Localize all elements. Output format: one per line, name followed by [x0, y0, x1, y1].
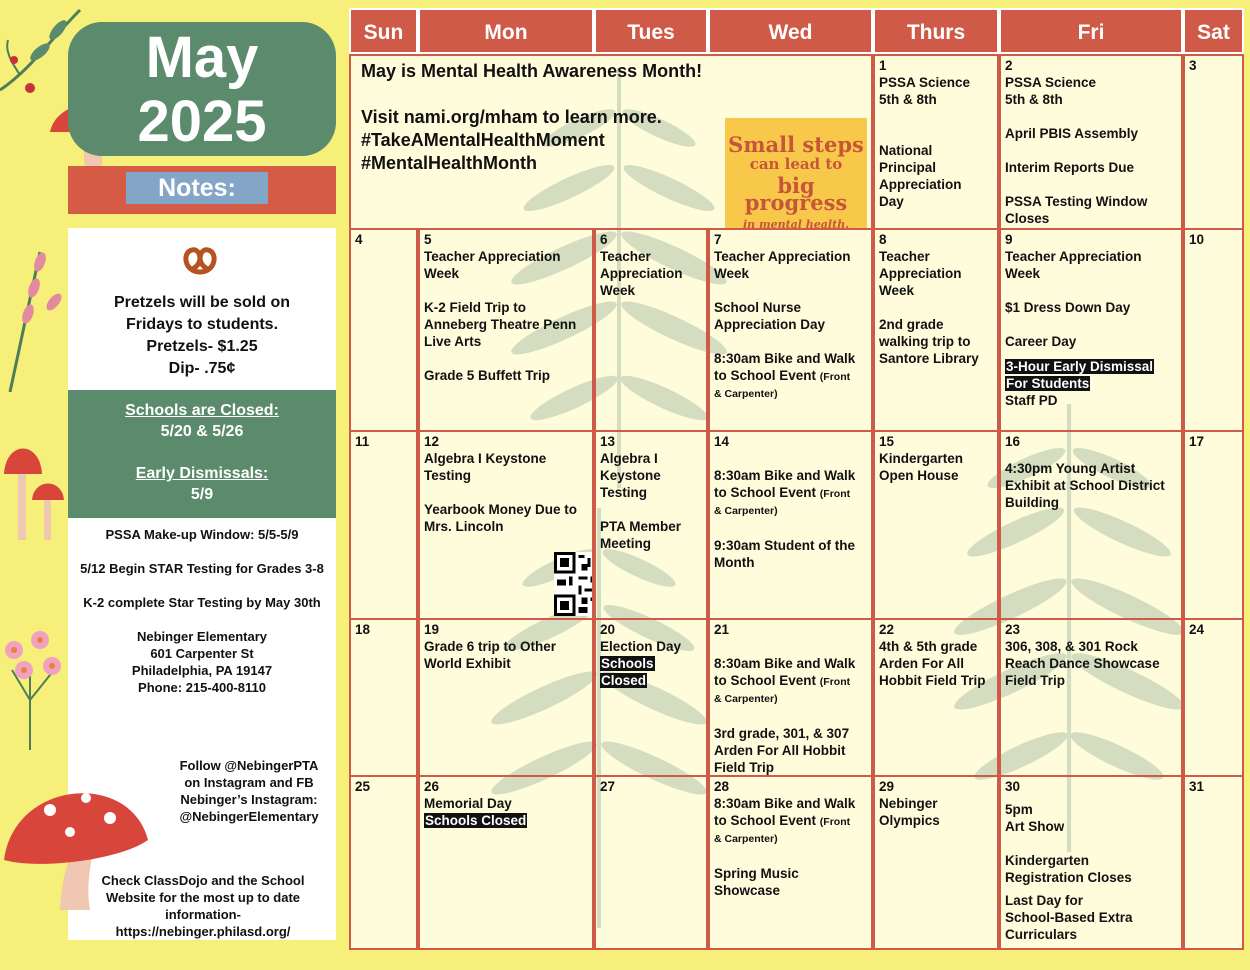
day-number: 4	[355, 232, 363, 247]
event-line: April PBIS Assembly	[1005, 126, 1139, 141]
pretzel-line-3: Pretzels- $1.25	[146, 338, 258, 355]
day-28[interactable]	[708, 775, 873, 950]
event-line: Election Day	[600, 639, 682, 654]
closed-dates: 5/20 & 5/26	[160, 423, 244, 440]
day-21[interactable]	[708, 618, 873, 777]
event-line: Kindergarten	[1005, 853, 1090, 868]
event-line: Arden For All Hobbit	[714, 743, 846, 758]
day-number: 21	[714, 622, 730, 637]
event-line: Appreciation	[600, 266, 683, 281]
event-line: Teacher Appreciation	[1005, 249, 1142, 264]
check-line-3: information-	[165, 907, 241, 922]
closures-block	[68, 390, 336, 518]
event-line: PTA Member	[600, 519, 682, 534]
day-number: 2	[1005, 58, 1013, 73]
day-number: 26	[424, 779, 440, 794]
early-dismissal-highlight: For Students	[1006, 376, 1090, 391]
event-line: Kindergarten	[879, 451, 964, 466]
event-line: $1 Dress Down Day	[1005, 300, 1131, 315]
event-line: Grade 6 trip to Other	[424, 639, 557, 654]
event-line: to School Event	[714, 368, 817, 383]
day-5[interactable]	[418, 228, 594, 432]
event-line: School-Based Extra	[1005, 910, 1133, 925]
event-line: 2nd grade	[879, 317, 944, 332]
social-info	[164, 757, 334, 825]
banner-line-1: May is Mental Health Awareness Month!	[361, 61, 703, 81]
website-link[interactable]: https://nebinger.philasd.org/	[115, 924, 291, 939]
day-31[interactable]	[1183, 775, 1244, 950]
event-line: Principal	[879, 160, 937, 175]
day-15[interactable]	[873, 430, 999, 620]
school-closed-highlight: Schools Closed	[425, 813, 527, 828]
banner-line-2: Visit nami.org/mham to learn more.	[361, 107, 662, 127]
month-title	[68, 22, 336, 156]
header-sat: Sat	[1183, 8, 1244, 54]
star-note: 5/12 Begin STAR Testing for Grades 3-8	[80, 561, 324, 576]
event-location: & Carpenter)	[714, 833, 778, 845]
event-location: (Front	[819, 488, 851, 500]
day-25[interactable]	[349, 775, 418, 950]
calendar-grid	[349, 8, 1244, 950]
event-line: Showcase	[714, 883, 781, 898]
event-line: Teacher	[879, 249, 930, 264]
event-line: Day	[879, 194, 904, 209]
event-line: National	[879, 143, 933, 158]
day-number: 9	[1005, 232, 1013, 247]
day-number: 8	[879, 232, 887, 247]
day-number: 15	[879, 434, 895, 449]
day-number: 12	[424, 434, 440, 449]
event-line: Curriculars	[1005, 927, 1078, 942]
day-number: 18	[355, 622, 371, 637]
event-line: World Exhibit	[424, 656, 511, 671]
day-4[interactable]	[349, 228, 418, 432]
school-address-2: Philadelphia, PA 19147	[131, 663, 273, 678]
day-2[interactable]	[999, 54, 1183, 230]
event-line: 5th & 8th	[1005, 92, 1063, 107]
event-line: PSSA Testing Window	[1005, 194, 1148, 209]
follow-line-3: Nebinger’s Instagram:	[180, 792, 318, 807]
ss-line-1: Small steps	[728, 132, 864, 157]
event-line: Interim Reports Due	[1005, 160, 1135, 175]
day-17[interactable]	[1183, 430, 1244, 620]
day-19[interactable]	[418, 618, 594, 777]
day-number: 1	[879, 58, 887, 73]
closed-title: Schools are Closed:	[125, 402, 279, 419]
header-wed: Wed	[708, 8, 873, 54]
event-line: Olympics	[879, 813, 940, 828]
event-line: Live Arts	[424, 334, 482, 349]
pretzel-line-1: Pretzels will be sold on	[113, 294, 291, 311]
event-line: Testing	[424, 468, 471, 483]
event-line: 4:30pm Young Artist	[1005, 461, 1136, 476]
event-line: Memorial Day	[424, 796, 512, 811]
day-8[interactable]	[873, 228, 999, 432]
pretzel-info	[68, 292, 336, 380]
ss-line-2: can lead to	[749, 155, 843, 173]
event-line: Hobbit Field Trip	[879, 673, 986, 688]
event-line: Algebra I	[600, 451, 658, 466]
event-line: Building	[1005, 495, 1059, 510]
event-line: Week	[424, 266, 460, 281]
k2-note: K-2 complete Star Testing by May 30th	[83, 595, 321, 610]
early-dismissal-highlight: 3-Hour Early Dismissal	[1006, 359, 1154, 374]
event-line: Open House	[879, 468, 959, 483]
event-line: Grade 5 Buffett Trip	[424, 368, 551, 383]
event-line: Anneberg Theatre Penn	[424, 317, 577, 332]
header-thurs: Thurs	[873, 8, 999, 54]
lavender-icon	[0, 232, 68, 392]
event-line: 5th & 8th	[879, 92, 937, 107]
event-line: Staff PD	[1005, 393, 1058, 408]
day-13[interactable]	[594, 430, 708, 620]
day-16[interactable]	[999, 430, 1183, 620]
school-closed-highlight: Closed	[601, 673, 647, 688]
event-line: 3rd grade, 301, & 307	[714, 726, 850, 741]
event-line: School Nurse	[714, 300, 802, 315]
day-number: 23	[1005, 622, 1021, 637]
event-line: Month	[714, 555, 755, 570]
event-line: Appreciation	[879, 266, 962, 281]
event-line: Keystone	[600, 468, 661, 483]
event-line: PSSA Science	[1005, 75, 1097, 90]
event-line: Mrs. Lincoln	[424, 519, 504, 534]
day-29[interactable]	[873, 775, 999, 950]
event-line: Testing	[600, 485, 647, 500]
event-line: Arden For All	[879, 656, 965, 671]
day-11[interactable]	[349, 430, 418, 620]
day-number: 30	[1005, 779, 1021, 794]
day-number: 11	[355, 434, 370, 449]
day-26[interactable]	[418, 775, 594, 950]
event-line: 8:30am Bike and Walk	[714, 656, 856, 671]
dismissal-title: Early Dismissals:	[135, 465, 269, 482]
event-line: 8:30am Bike and Walk	[714, 468, 856, 483]
day-24[interactable]	[1183, 618, 1244, 777]
day-number: 20	[600, 622, 616, 637]
event-line: K-2 Field Trip to	[424, 300, 527, 315]
school-closed-highlight: Schools	[601, 656, 654, 671]
event-line: Field Trip	[714, 760, 775, 775]
day-27[interactable]	[594, 775, 708, 950]
event-location: & Carpenter)	[714, 693, 778, 705]
month-year: 2025	[137, 89, 267, 154]
day-number: 25	[355, 779, 371, 794]
follow-line-2: on Instagram and FB	[184, 775, 314, 790]
day-number: 17	[1189, 434, 1205, 449]
day-number: 6	[600, 232, 608, 247]
mushroom-icon	[0, 760, 150, 910]
event-line: Closes	[1005, 211, 1050, 226]
event-line: Week	[1005, 266, 1041, 281]
header-mon: Mon	[418, 8, 594, 54]
event-line: 8:30am Bike and Walk	[714, 351, 856, 366]
event-location: (Front	[819, 371, 851, 383]
day-23[interactable]	[999, 618, 1183, 777]
event-line: Career Day	[1005, 334, 1077, 349]
day-number: 29	[879, 779, 895, 794]
event-line: to School Event	[714, 813, 817, 828]
event-line: Teacher Appreciation	[424, 249, 561, 264]
day-6[interactable]	[594, 228, 708, 432]
event-location: (Front	[819, 676, 851, 688]
day-9[interactable]	[999, 228, 1183, 432]
banner-line-4: #MentalHealthMonth	[361, 153, 538, 173]
event-line: Meeting	[600, 536, 652, 551]
event-line: Week	[600, 283, 636, 298]
event-line: Algebra I Keystone	[424, 451, 547, 466]
day-number: 10	[1189, 232, 1205, 247]
day-number: 13	[600, 434, 616, 449]
day-number: 5	[424, 232, 432, 247]
day-number: 16	[1005, 434, 1021, 449]
event-line: Nebinger	[879, 796, 938, 811]
event-line: to School Event	[714, 673, 817, 688]
flower-icon	[0, 610, 66, 750]
month-name: May	[145, 25, 259, 90]
event-line: to School Event	[714, 485, 817, 500]
school-phone: Phone: 215-400-8110	[138, 680, 266, 695]
event-line: Week	[714, 266, 750, 281]
small-steps-graphic	[725, 118, 867, 230]
header-tues: Tues	[594, 8, 708, 54]
event-line: Last Day for	[1005, 893, 1084, 908]
event-line: Field Trip	[1005, 673, 1066, 688]
notes-list	[68, 526, 336, 696]
day-7[interactable]	[708, 228, 873, 432]
mental-health-banner	[349, 54, 873, 230]
day-number: 28	[714, 779, 730, 794]
pretzel-icon	[180, 242, 220, 278]
pssa-note: PSSA Make-up Window: 5/5-5/9	[105, 527, 299, 542]
day-number: 24	[1189, 622, 1205, 637]
event-line: 8:30am Bike and Walk	[714, 796, 856, 811]
day-3[interactable]	[1183, 54, 1244, 230]
day-number: 7	[714, 232, 722, 247]
event-line: Teacher Appreciation	[714, 249, 851, 264]
notes-header	[68, 166, 336, 214]
follow-line-1: Follow @NebingerPTA	[179, 758, 319, 773]
day-number: 14	[714, 434, 730, 449]
ss-line-4: in mental health.	[742, 218, 850, 230]
school-name: Nebinger Elementary	[136, 629, 268, 644]
day-number: 27	[600, 779, 616, 794]
day-1[interactable]	[873, 54, 999, 230]
event-line: Santore Library	[879, 351, 979, 366]
event-location: & Carpenter)	[714, 505, 778, 517]
event-line: Appreciation	[879, 177, 962, 192]
event-line: walking trip to	[879, 334, 971, 349]
event-location: (Front	[819, 816, 851, 828]
event-line: Spring Music	[714, 866, 799, 881]
day-number: 3	[1189, 58, 1197, 73]
day-number: 19	[424, 622, 440, 637]
day-22[interactable]	[873, 618, 999, 777]
banner-line-3: #TakeAMentalHealthMoment	[361, 130, 605, 150]
notes-label: Notes:	[126, 172, 268, 204]
dismissal-dates: 5/9	[190, 486, 214, 503]
event-line: 5pm	[1005, 802, 1033, 817]
event-location: & Carpenter)	[714, 388, 778, 400]
event-line: Yearbook Money Due to	[424, 502, 578, 517]
day-30[interactable]	[999, 775, 1183, 950]
event-line: 4th & 5th grade	[879, 639, 978, 654]
follow-line-4: @NebingerElementary	[179, 809, 319, 824]
check-line-1: Check ClassDojo and the School	[101, 873, 305, 888]
day-10[interactable]	[1183, 228, 1244, 432]
day-20[interactable]	[594, 618, 708, 777]
day-14[interactable]	[708, 430, 873, 620]
event-line: Teacher	[600, 249, 651, 264]
event-line: Appreciation Day	[714, 317, 826, 332]
day-number: 31	[1189, 779, 1205, 794]
event-line: PSSA Science	[879, 75, 971, 90]
event-line: Art Show	[1005, 819, 1065, 834]
header-fri: Fri	[999, 8, 1183, 54]
mushroom-cluster-icon	[0, 430, 66, 540]
event-line: Reach Dance Showcase	[1005, 656, 1160, 671]
event-line: 9:30am Student of the	[714, 538, 856, 553]
ss-line-3: big progress	[744, 173, 848, 215]
event-line: Exhibit at School District	[1005, 478, 1165, 493]
header-sun: Sun	[349, 8, 418, 54]
day-number: 22	[879, 622, 895, 637]
event-line: Registration Closes	[1005, 870, 1132, 885]
qr-code-icon[interactable]	[554, 552, 594, 616]
day-12[interactable]	[418, 430, 594, 620]
event-line: 306, 308, & 301 Rock	[1005, 639, 1138, 654]
pretzel-line-2: Fridays to students.	[125, 316, 279, 333]
event-line: Week	[879, 283, 915, 298]
pretzel-line-4: Dip- .75¢	[168, 360, 236, 377]
day-18[interactable]	[349, 618, 418, 777]
school-address-1: 601 Carpenter St	[150, 646, 254, 661]
check-line-2: Website for the most up to date	[105, 890, 301, 905]
